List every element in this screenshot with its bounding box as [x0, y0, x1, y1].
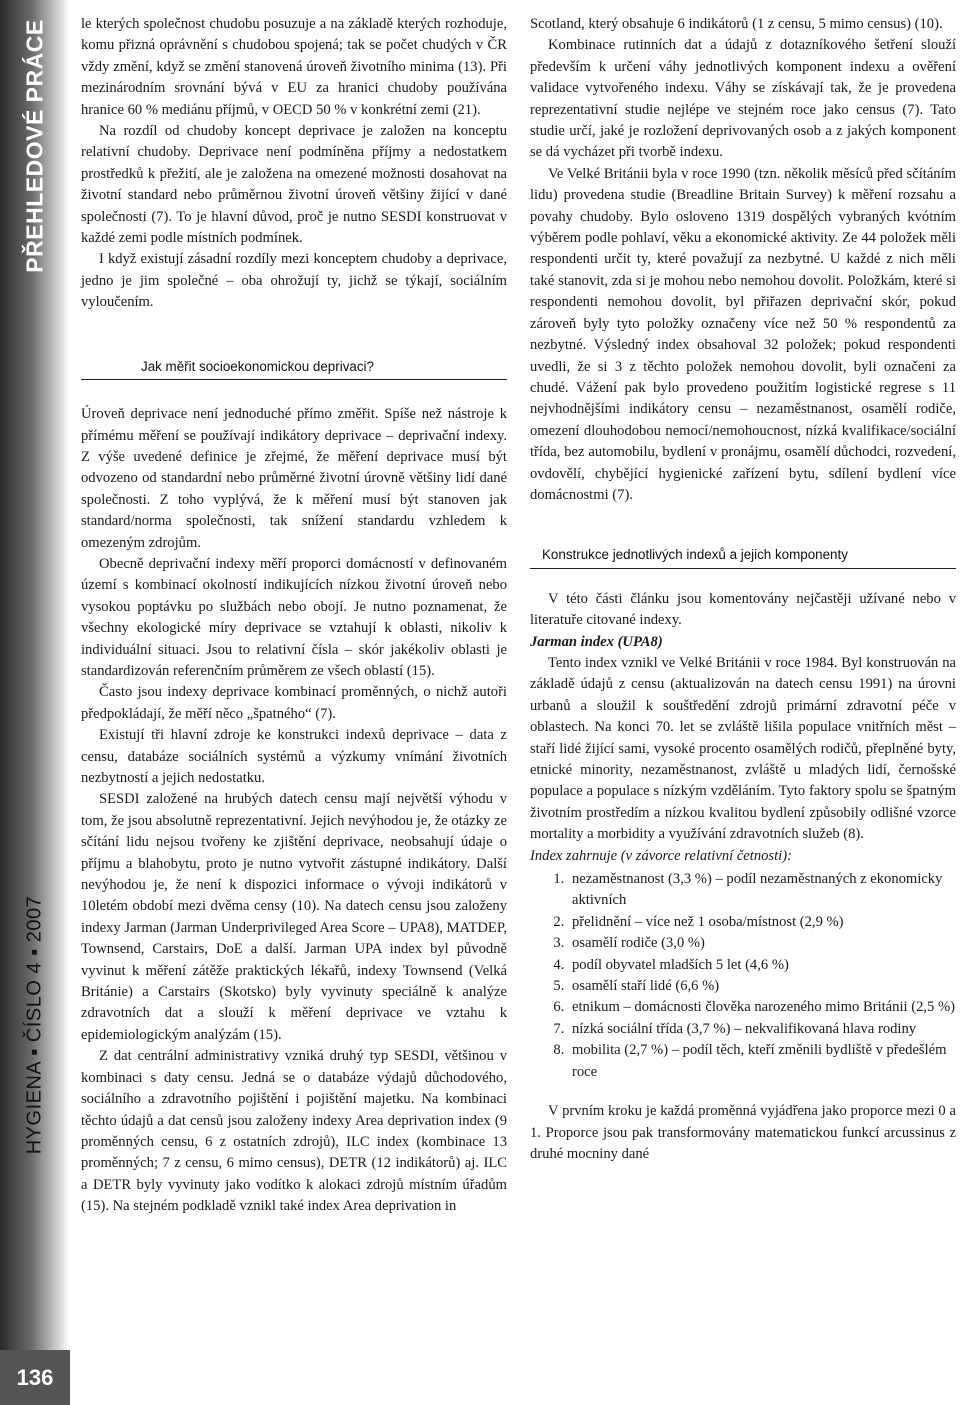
paragraph: Kombinace rutinních dat a údajů z dotazníkového šetření slouží především k určení váhy jednotlivých komponent indexu a ověření validace vytvořeného indexu. Váhy se získávají tak, že je provedena reprezentativní studie nejlépe ve stejném roce jako census (7). Tato studie určí, jaké je rozložení deprivovaných osob a z jakých komponent se dá vycházet při tvorbě indexu.: [530, 37, 956, 161]
spacer: [530, 1083, 956, 1101]
list-item: 4. podíl obyvatel mladších 5 let (4,6 %): [568, 955, 956, 976]
paragraph: Ve Velké Británii byla v roce 1990 (tzn. několik měsíců před sčítáním lidu) provedena studie (Breadline Britain Survey) k měření rozsahu a povahy chudoby. Bylo osloveno 1319 dospělých vybraných kvótním výběrem podle pohlaví, věku a ekonomické aktivity. Ze 44 položek měli respondenti určit ty, které považují za nezbytné. U každé z nich měli také stanovit, zda si je mohou nebo nemohou dovolit. Položkám, které si respondenti nemohou dovolit, byl přiřazen deprivační skór, pokud zároveň byly tyto položky označeny více než 50 % respondentů za nezbytné. Výsledný index obsahoval 32 položek; pokud respondenti uvedli, že si 3 z těchto položek nemohou dovolit, byli označeni za chudé. Vážení pak bylo provedeno použitím logistické regrese s 11 nejvhodnějšími indikátory censu – nezaměstnanost, osamělí rodiče, omezení dlouhodobou nemocí/nemohoucnost, nízká kvalifikace/sociální třída, bez automobilu, bydlení v pronájmu, osamělí důchodci, rozvedení, ovdovělí, chybějící hygienické zařízení bytu, sdílení bydlení více domácnostmi (7).: [530, 165, 956, 503]
list-item: 3. osamělí rodiče (3,0 %): [568, 933, 956, 954]
journal-issue: HYGIENA ▪ ČÍSLO 4 ▪ 2007: [23, 895, 46, 1155]
paragraph: Z dat centrální administrativy vzniká druhý typ SESDI, většinou v kombinaci s daty censu. Jedná se o databáze výdajů důchodového, sociálního a zdravotního pojištění i pojištění majetku. Na kombinaci těchto údajů a dat censů jsou založeny indexy Area deprivation index (9 proměnných censu, 6 z ostatních zdrojů), ILC index (kombinace 13 proměnných; 7 z censu, 6 mimo census), DETR (12 indikátorů) aj. ILC a DETR byly vyvinuty jako vodítko k alokaci zdrojů místním úřadům (15). Na stejném podkladě vznikl také index Area deprivation in: [81, 1048, 507, 1215]
paragraph: I když existují zásadní rozdíly mezi konceptem chudoby a deprivace, jedno je jim společné – oba ohrožují ty, jichž se týkají, sociálním vyloučením.: [81, 251, 507, 311]
paragraph: Na rozdíl od chudoby koncept deprivace je založen na konceptu relativní chudoby. Deprivace není podmíněna příjmy a nedostatkem prostředků k přežití, ale je založena na omezené možnosti dosahovat na životní standard nebo průměrnou životní úroveň většiny žijící v dané společnosti (7). To je hlavní důvod, proč je nutno SESDI konstruovat v každé zemi podle místních podmínek.: [81, 123, 507, 247]
subsection-heading: Jarman index (UPA8): [530, 633, 663, 650]
paragraph: SESDI založené na hrubých datech censu mají největší výhodu v tom, že jsou absolutně reprezentativní. Jejich nevýhodou je, že otázky ze sčítání lidu nejsou tvořeny ke zjištění deprivace, neobsahují údaje o příjmu a blahobytu, proto je nutno vytvořit zástupné indikátory. Další nevýhodou je, že není k dispozici informace o vývoji indikátorů v 10letém období mezi dvěma censy (10). Na datech censu jsou založeny indexy Jarman (Jarman Underprivileged Area Score – UPA8), MATDEP, Townsend, Carstairs, DoE a další. Jarman UPA index byl původně vyvinut k měření zátěže praktických lékařů, indexy Townsend (Velká Británie) a Carstairs (Skotsko) byly vyvinuty speciálně k analýze zdravotních dat a slouží k měření deprivace ve vztahu k epidemiologickým analýzám (15).: [81, 791, 507, 1043]
paragraph: Obecně deprivační indexy měří proporci domácností v definovaném území s kombinací okolností indikujících nízkou životní úroveň nebo vysokou poptávku po službách nebo obojí. Je nutno poznamenat, že všechny ekologické míry deprivace se vztahují k oblasti, nikoliv k individuální situaci. Jsou to relativní čísla – skór jakékoliv oblasti je standardizován referenčním průměrem ze všech oblastí (15).: [81, 555, 507, 679]
right-column: [530, 14, 956, 1165]
list-item: 7. nízká sociální třída (3,7 %) – nekvalifikovaná hlava rodiny: [568, 1019, 956, 1040]
left-column: [81, 14, 507, 1218]
paragraph: V této části článku jsou komentovány nejčastěji užívané nebo v literatuře citované indexy.: [530, 590, 956, 629]
list-item: 5. osamělí staří lidé (6,6 %): [568, 976, 956, 997]
paragraph: Úroveň deprivace není jednoduché přímo změřit. Spíše než nástroje k přímému měření se používají indikátory deprivace – deprivační indexy. Z výše uvedené definice je zřejmé, že měření deprivace musí být odvozeno od standardní nebo průměrné životní úrovně většiny lidí dané společnosti. Z toho vyplývá, že k měření musí být stanoven jak standard/norma společnosti, tak snížení standardu vzhledem k omezeným zdrojům.: [81, 406, 507, 551]
section-heading: Konstrukce jednotlivých indexů a jejich komponenty: [530, 544, 956, 568]
index-list-intro: Index zahrnuje (v závorce relativní četnosti):: [530, 847, 792, 864]
paragraph: le kterých společnost chudobu posuzuje a na základě kterých rozhoduje, komu přizná oprávnění s chudobou spojená; tak se počet chudých v ČR vždy změní, když se změní stanovená úroveň životního minima (13). Při mezinárodním srovnání bývá v EU za hranici chudoby používána hranice 60 % mediánu příjmů, v OECD 50 % v konkrétní zemi (21).: [81, 16, 507, 118]
paragraph: Scotland, který obsahuje 6 indikátorů (1 z censu, 5 mimo census) (10).: [530, 16, 943, 32]
paragraph: Často jsou indexy deprivace kombinací proměnných, o nichž autoři předpokládají, že měří něco „špatného“ (7).: [81, 684, 507, 722]
paragraph: Existují tři hlavní zdroje ke konstrukci indexů deprivace – data z censu, databáze sociálních systémů a výzkumy vnímání životních nezbytností a jejich nedostatku.: [81, 727, 507, 786]
list-item: 2. přelidnění – více než 1 osoba/místnost (2,9 %): [568, 912, 956, 933]
section-heading: Jak měřit socioekonomickou deprivaci?: [81, 356, 507, 380]
list-item: 8. mobilita (2,7 %) – podíl těch, kteří změnili bydliště v předešlém roce: [568, 1040, 956, 1083]
paragraph: V prvním kroku je každá proměnná vyjádřena jako proporce mezi 0 a 1. Proporce jsou pak transformovány matematickou funkcí arcussinus z druhé mocniny dané: [530, 1103, 956, 1162]
paragraph: Tento index vznikl ve Velké Británii v roce 1984. Byl konstruován na základě údajů z censu (aktualizován na datech censu 1991) na úrovni urbanů a sloužil k souštředění zdrojů primární zdravotní péče v oblastech. Na konci 70. let se zvláště lišila populace vnitřních měst – staří lidé žijící sami, vysoké procento osamělých rodičů, přeplněné byty, etnické minority, nezaměstnanost, zvláště u mladých lidí, černošské populace a populace s nízkým vzděláním. Tyto faktory spolu se špatným životním prostředím a nízkou kvalitou bydlení způsobily odlišné vzorce mortality a morbidity a využívání zdravotních služeb (8).: [530, 654, 956, 843]
section-title: PŘEHLEDOVÉ PRÁCE: [21, 19, 48, 273]
sidebar: [0, 0, 70, 1405]
list-item: 1. nezaměstnanost (3,3 %) – podíl nezaměstnaných z ekonomicky aktivních: [568, 869, 956, 912]
list-item: 6. etnikum – domácnosti člověka narozeného mimo Británii (2,5 %): [568, 997, 956, 1018]
page-number: 136: [0, 1350, 70, 1405]
index-list: [530, 869, 956, 1083]
